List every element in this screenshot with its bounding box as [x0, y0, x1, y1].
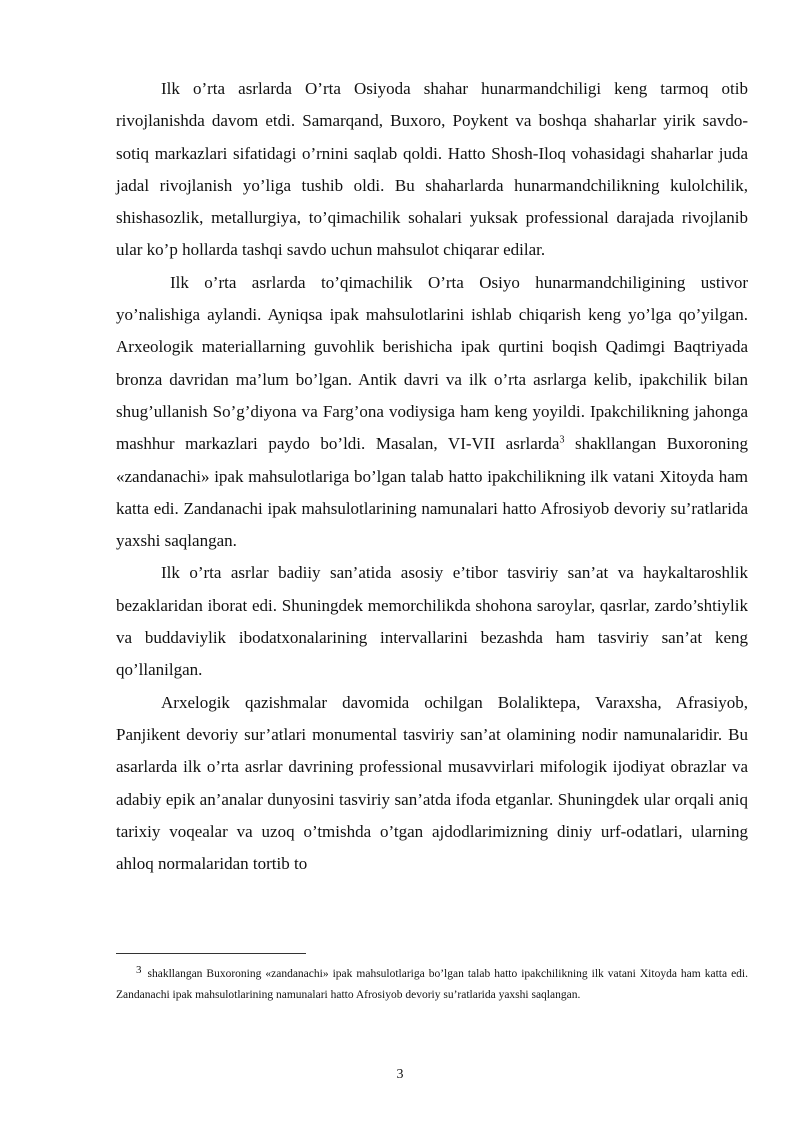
- footnote-reference[interactable]: 3: [559, 434, 565, 446]
- footnote-text: shakllangan Buxoroning «zandanachi» ipak mahsulotlariga bo’lgan talab hatto ipakchilikning ilk vatani Xitoyda ham katta edi. Zandanachi ipak mahsulotlarining namunalari hatto Afrosiyob devoriy su’ratlarida yaxshi saqlangan.: [116, 968, 748, 1001]
- paragraph-2-text-before: Ilk o’rta asrlarda to’qimachilik O’rta Osiyo hunarmandchiligining ustivor yo’nalishiga aylandi. Ayniqsa ipak mahsulotlarini ishlab chiqarish keng yo’lga qo’yilgan. Arxeologik materiallarning guvohlik berishicha ipak qurtini boqish Qadimgi Baqtriyada bronza davridan ma’lum bo’lgan. Antik davri va ilk o’rta asrlarga kelib, ipakchilik bilan shug’ullanish So’g’diyona va Farg’ona vodiysiga ham keng yoyildi. Ipakchilikning jahonga mashhur markazlari paydo bo’ldi. Masalan, VI-VII asrlarda: [116, 272, 748, 454]
- footnote-separator: [116, 953, 306, 954]
- body-text: [116, 73, 748, 880]
- paragraph-2: [116, 267, 748, 558]
- paragraph-1: Ilk o’rta asrlarda O’rta Osiyoda shahar hunarmandchiligi keng tarmoq otib rivojlanishda davom etdi. Samarqand, Buxoro, Poykent va boshqa shaharlar yirik savdo-sotiq markazlari sifatidagi o’rnini saqlab qoldi. Hatto Shosh-Iloq vohasidagi shaharlar juda jadal rivojlanish yo’liga tushib oldi. Bu shaharlarda hunarmandchilikning kulolchilik, shishasozlik, metallurgiya, to’qimachilik sohalari yuksak professional darajada rivojlanib ular ko’p hollarda tashqi savdo uchun mahsulot chiqarar edilar.: [116, 79, 748, 260]
- footnote-mark: 3: [136, 964, 142, 976]
- paragraph-2-text-after: shakllangan Buxoroning «zandanachi» ipak mahsulotlariga bo’lgan talab hatto ipakchilikning ilk vatani Xitoyda ham katta edi. Zandanachi ipak mahsulotlarining namunalari hatto Afrosiyob devoriy su’ratlarida yaxshi saqlangan.: [116, 434, 748, 551]
- paragraph-3: Ilk o’rta asrlar badiiy san’atida asosiy e’tibor tasviriy san’at va haykaltaroshlik bezaklaridan iborat edi. Shuningdek memorchilikda shohona saroylar, qasrlar, zardo’shtiylik va buddaviylik ibodatxonalarining intervallarini bezashda ham tasviriy san’at keng qo’llanilgan.: [116, 563, 748, 680]
- footnote: [116, 960, 748, 1006]
- paragraph-4: Arxelogik qazishmalar davomida ochilgan Bolaliktepa, Varaxsha, Afrasiyob, Panjikent devoriy sur’atlari monumental tasviriy san’at olamining nodir namunalaridir. Bu asarlarda ilk o’rta asrlar davrining professional musavvirlari mifologik ijodiyat obrazlar va adabiy epik an’analar dunyosini tasviriy san’atda ifoda etganlar. Shuningdek ular orqali aniq tarixiy voqealar va uzoq o’tmishda o’tgan ajdodlarimizning diniy urf-odatlari, ularning ahloq normalaridan tortib to: [116, 692, 748, 874]
- page-number: 3: [396, 1067, 404, 1082]
